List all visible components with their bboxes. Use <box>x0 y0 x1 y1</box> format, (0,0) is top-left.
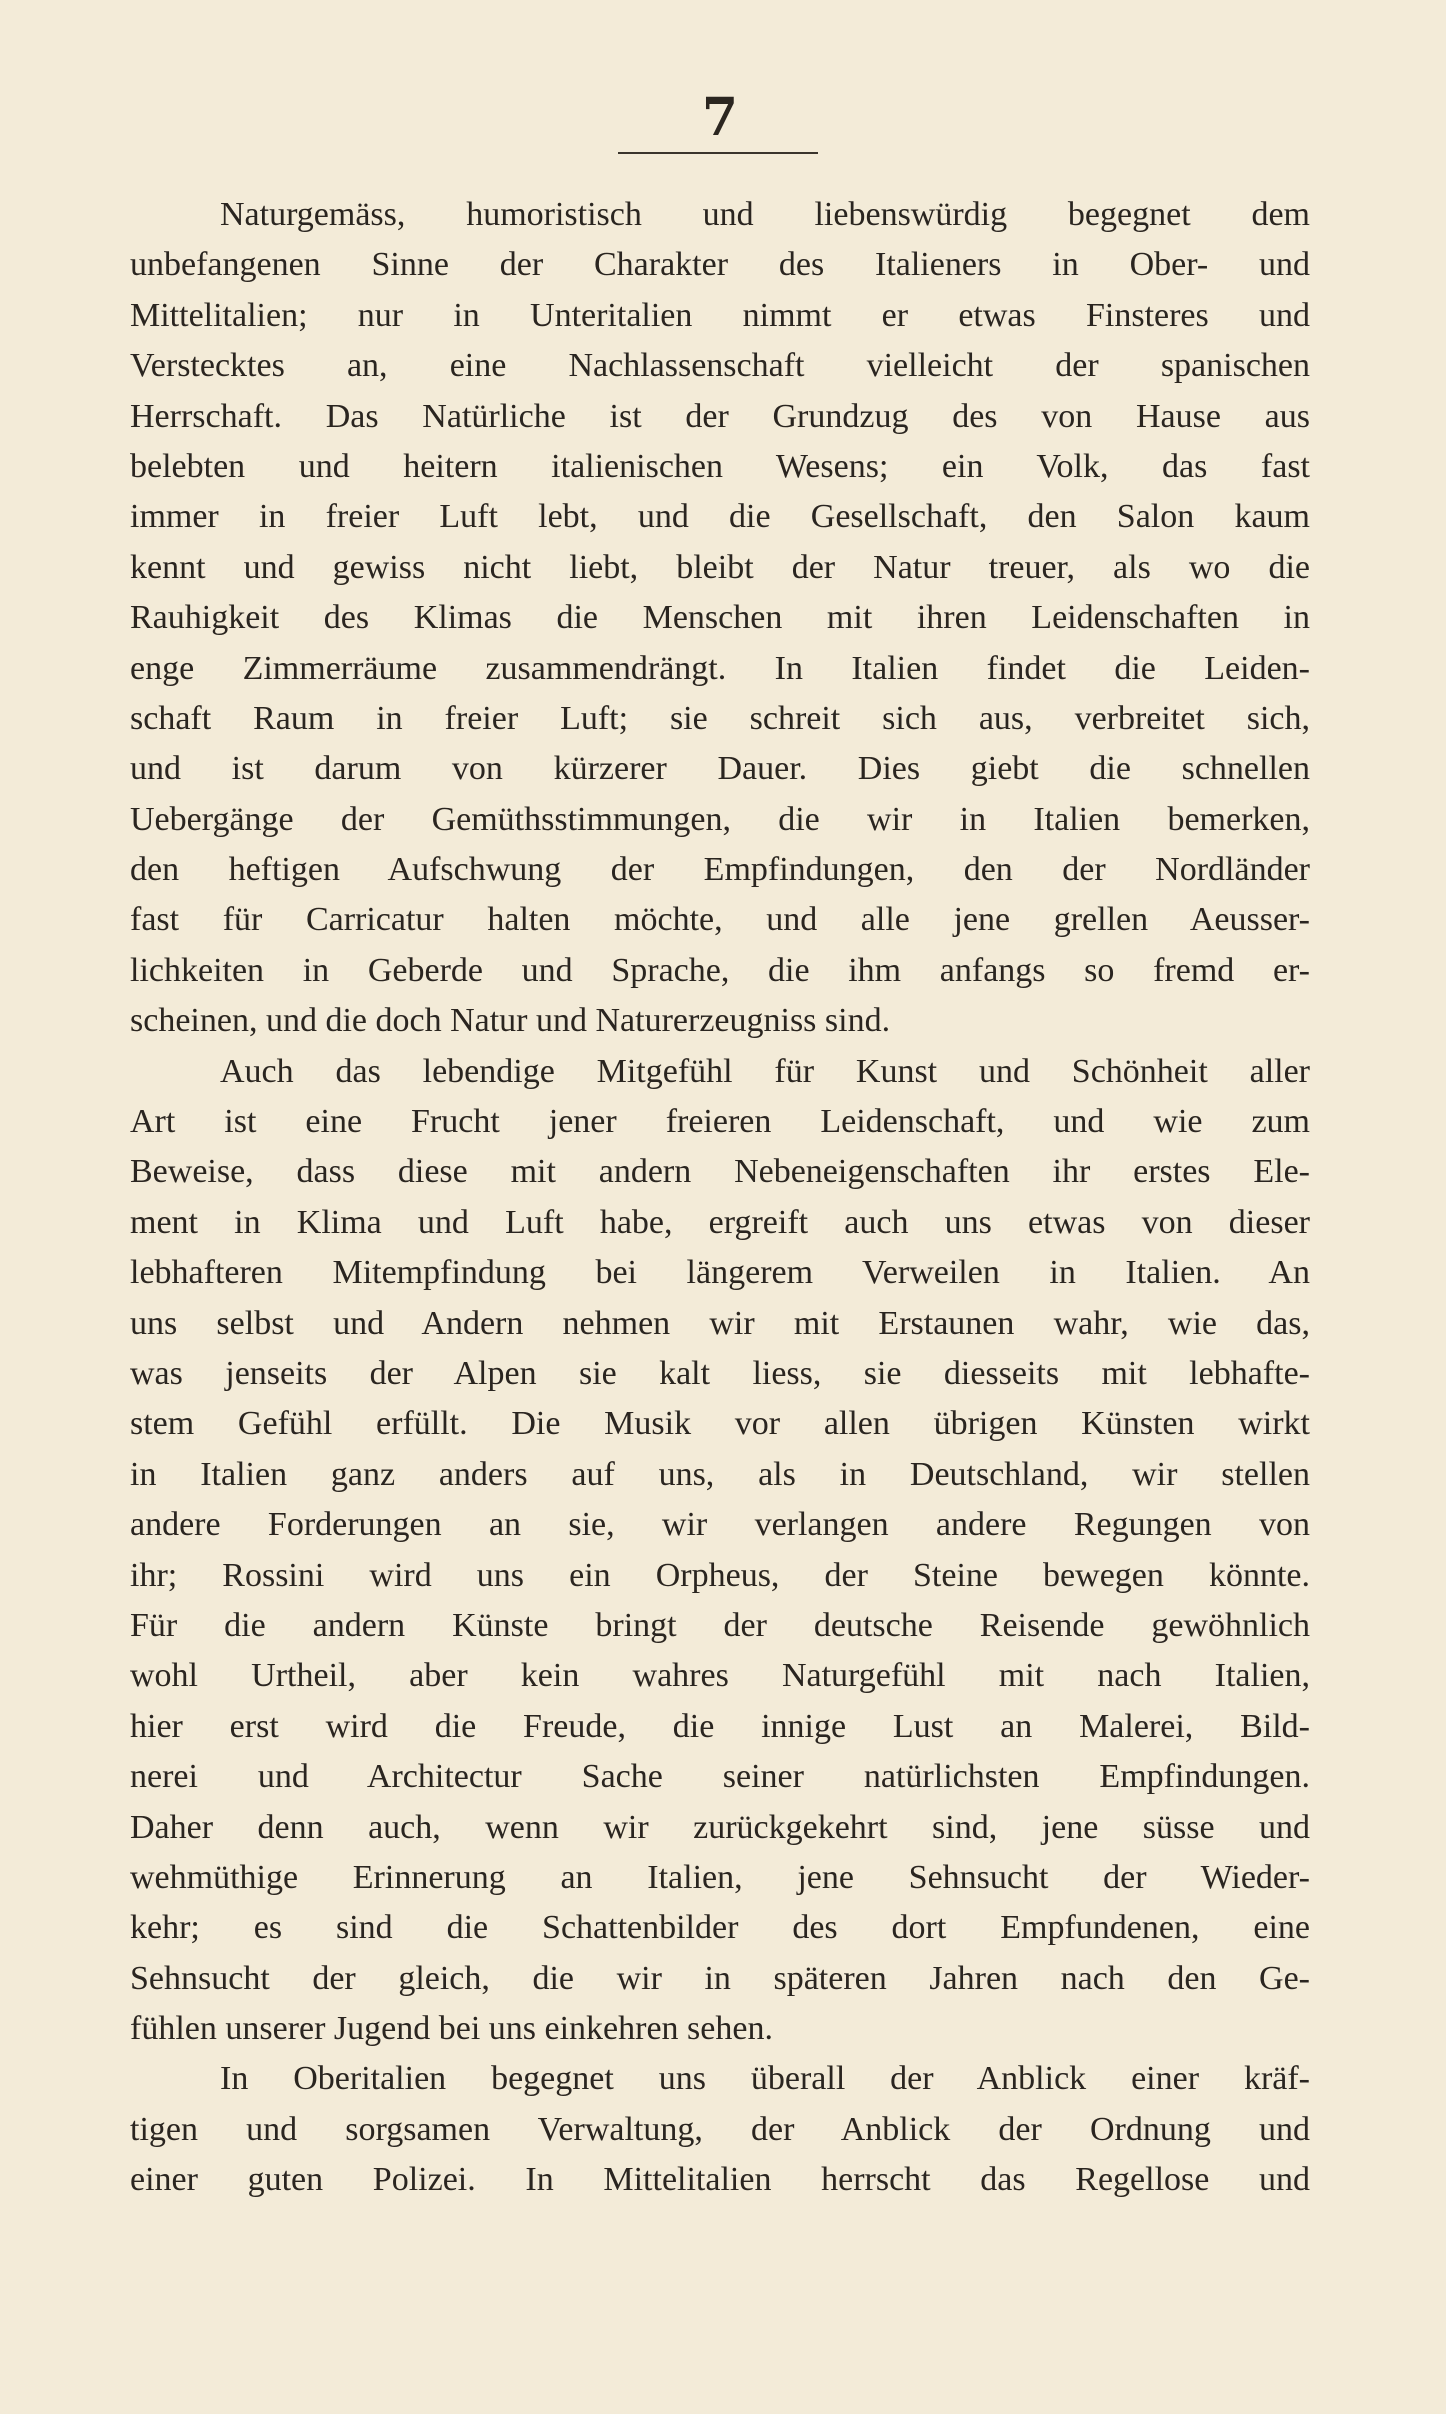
text-line: scheinen, und die doch Natur und Naturerzeugniss sind. <box>130 1002 891 1040</box>
text-line: unbefangenen Sinne der Charakter des Italieners in Ober- und <box>130 246 1310 284</box>
text-line: immer in freier Luft lebt, und die Gesellschaft, den Salon kaum <box>130 498 1310 536</box>
text-line: einer guten Polizei. In Mittelitalien herrscht das Regellose und <box>130 2161 1310 2199</box>
text-line: Mittelitalien; nur in Unteritalien nimmt er etwas Finsteres und <box>130 296 1310 334</box>
text-line: Art ist eine Frucht jener freieren Leidenschaft, und wie zum <box>130 1103 1310 1141</box>
text-line: enge Zimmerräume zusammendrängt. In Italien findet die Leiden- <box>130 649 1310 687</box>
text-line: belebten und heitern italienischen Wesens; ein Volk, das fast <box>130 447 1310 485</box>
text-line: fast für Carricatur halten möchte, und alle jene grellen Aeusser- <box>130 901 1310 939</box>
text-line: ihr; Rossini wird uns ein Orpheus, der Steine bewegen könnte. <box>130 1556 1310 1594</box>
text-line: in Italien ganz anders auf uns, als in Deutschland, wir stellen <box>130 1455 1310 1493</box>
text-line: ment in Klima und Luft habe, ergreift auch uns etwas von dieser <box>130 1203 1310 1241</box>
text-line: kennt und gewiss nicht liebt, bleibt der Natur treuer, als wo die <box>130 548 1310 586</box>
text-line: Verstecktes an, eine Nachlassenschaft vielleicht der spanischen <box>130 347 1310 385</box>
text-line: fühlen unserer Jugend bei uns einkehren sehen. <box>130 2010 773 2048</box>
body-text <box>130 190 1310 2206</box>
page-number-rule <box>618 152 818 154</box>
text-line: tigen und sorgsamen Verwaltung, der Anblick der Ordnung und <box>130 2110 1310 2148</box>
page-number: 7 <box>701 87 739 148</box>
text-line: lebhafteren Mitempfindung bei längerem Verweilen in Italien. An <box>130 1254 1310 1292</box>
text-line: lichkeiten in Geberde und Sprache, die ihm anfangs so fremd er- <box>130 951 1310 989</box>
text-line: In Oberitalien begegnet uns überall der Anblick einer kräf- <box>220 2060 1310 2098</box>
text-line: Naturgemäss, humoristisch und liebenswürdig begegnet dem <box>220 196 1310 233</box>
text-line: hier erst wird die Freude, die innige Lust an Malerei, Bild- <box>130 1707 1310 1745</box>
text-line: andere Forderungen an sie, wir verlangen andere Regungen von <box>130 1506 1310 1544</box>
text-line: Daher denn auch, wenn wir zurückgekehrt sind, jene süsse und <box>130 1808 1310 1846</box>
text-line: kehr; es sind die Schattenbilder des dort Empfundenen, eine <box>130 1909 1310 1947</box>
text-line: schaft Raum in freier Luft; sie schreit sich aus, verbreitet sich, <box>130 699 1310 737</box>
text-line: wohl Urtheil, aber kein wahres Naturgefühl mit nach Italien, <box>130 1657 1310 1695</box>
text-line: wehmüthige Erinnerung an Italien, jene Sehnsucht der Wieder- <box>130 1858 1310 1896</box>
text-line: Beweise, dass diese mit andern Nebeneigenschaften ihr erstes Ele- <box>130 1153 1310 1191</box>
text-line: Für die andern Künste bringt der deutsche Reisende gewöhnlich <box>130 1606 1310 1644</box>
text-line: stem Gefühl erfüllt. Die Musik vor allen übrigen Künsten wirkt <box>130 1405 1310 1443</box>
text-line: Rauhigkeit des Klimas die Menschen mit ihren Leidenschaften in <box>130 599 1310 637</box>
text-line: den heftigen Aufschwung der Empfindungen, den der Nordländer <box>130 851 1310 889</box>
text-line: Sehnsucht der gleich, die wir in späteren Jahren nach den Ge- <box>130 1959 1310 1997</box>
text-line: Uebergänge der Gemüthsstimmungen, die wir in Italien bemerken, <box>130 800 1310 838</box>
text-line: und ist darum von kürzerer Dauer. Dies giebt die schnellen <box>130 750 1310 788</box>
text-line: was jenseits der Alpen sie kalt liess, sie diesseits mit lebhafte- <box>130 1354 1310 1392</box>
text-line: Auch das lebendige Mitgefühl für Kunst und Schönheit aller <box>220 1052 1310 1090</box>
text-line: uns selbst und Andern nehmen wir mit Erstaunen wahr, wie das, <box>130 1304 1310 1342</box>
text-line: nerei und Architectur Sache seiner natürlichsten Empfindungen. <box>130 1758 1310 1796</box>
text-line: Herrschaft. Das Natürliche ist der Grundzug des von Hause aus <box>130 397 1310 435</box>
